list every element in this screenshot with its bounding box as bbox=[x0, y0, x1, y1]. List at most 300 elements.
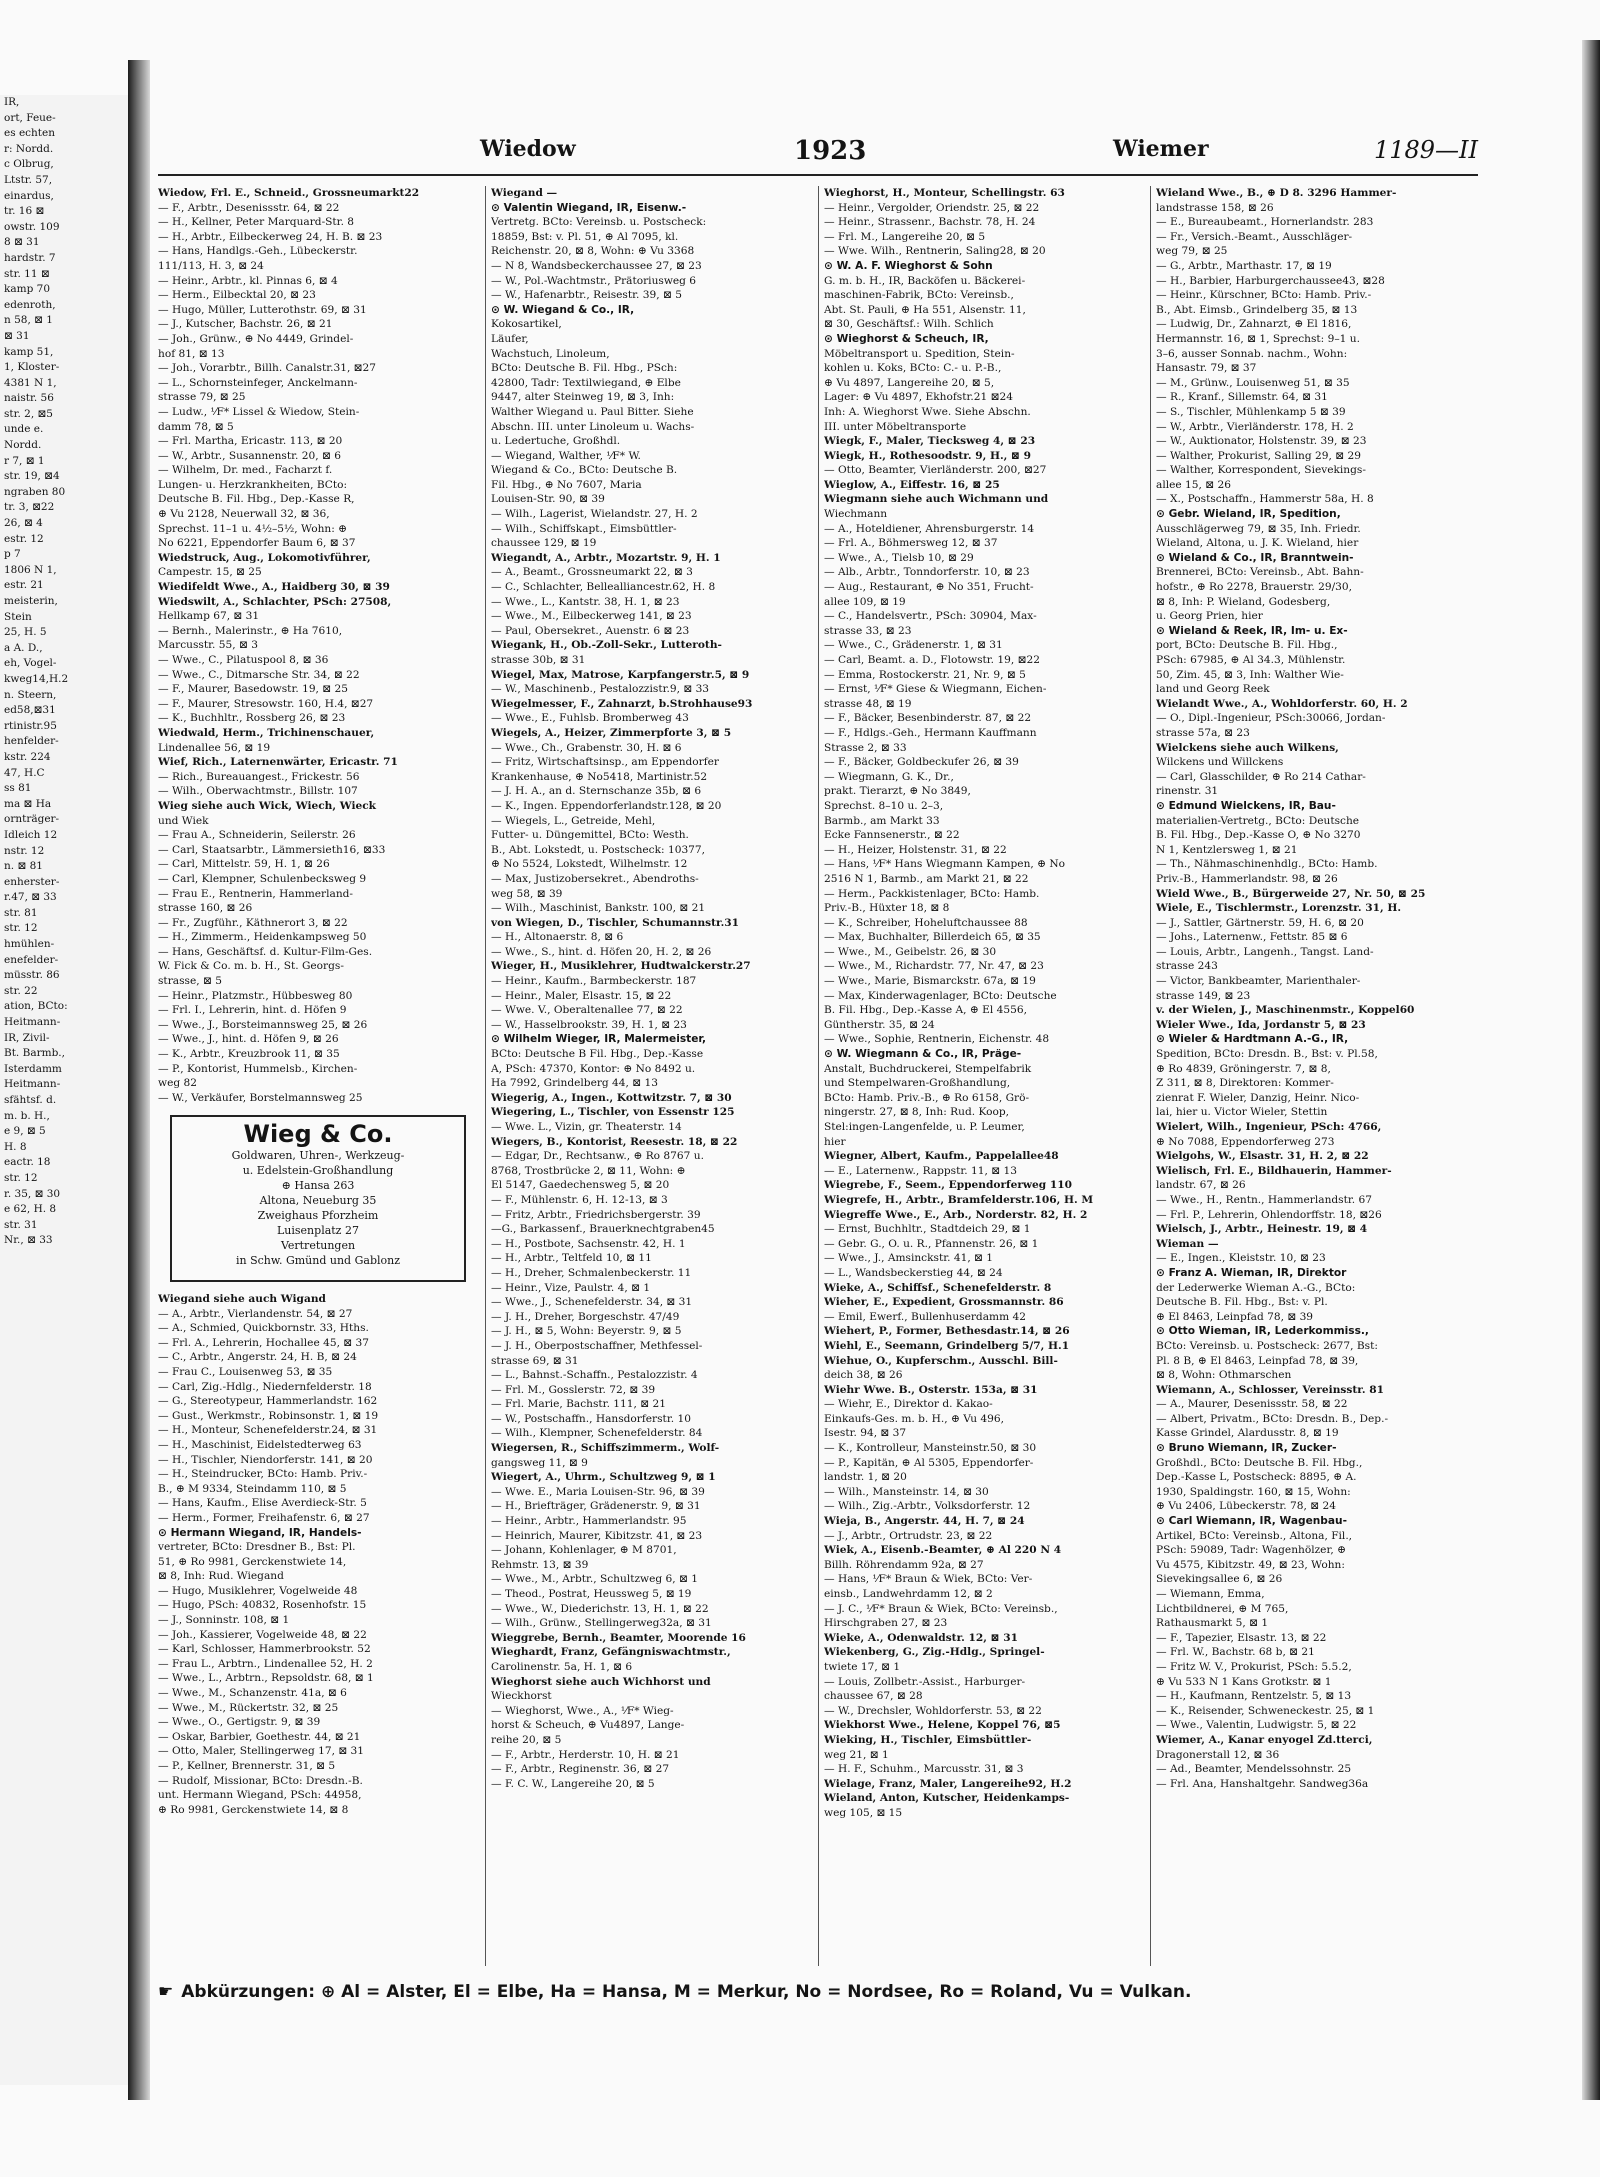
previous-page-fragment: ⊠ 31 bbox=[4, 329, 30, 342]
directory-entry-line: — Herm., Former, Freihafenstr. 6, ⊠ 27 bbox=[158, 1511, 370, 1524]
directory-entry-line: prakt. Tierarzt, ⊕ No 3849, bbox=[824, 785, 971, 798]
directory-entry-line: Walther Wiegand u. Paul Bitter. Siehe bbox=[491, 405, 694, 418]
directory-entry-line: hof 81, ⊠ 13 bbox=[158, 347, 225, 360]
directory-entry-line: — Otto, Beamter, Vierländerstr. 200, ⊠27 bbox=[824, 464, 1047, 477]
running-head-first-entry: Wiedow bbox=[480, 136, 576, 162]
directory-entry-line: A, PSch: 47370, Kontor: ⊕ No 8492 u. bbox=[491, 1062, 696, 1075]
previous-page-fragment: Heitmann- bbox=[4, 1016, 61, 1029]
directory-entry-line: Sprechst. 11–1 u. 4½–5½, Wohn: ⊕ bbox=[158, 522, 348, 535]
directory-entry-line: — Frl. M., Gosslerstr. 72, ⊠ 39 bbox=[491, 1383, 656, 1396]
directory-entry-line: — Wwe., W., Diederichstr. 13, H. 1, ⊠ 22 bbox=[491, 1602, 709, 1615]
directory-entry-line: — F., Maurer, Stresowstr. 160, H.4, ⊠27 bbox=[158, 697, 374, 710]
directory-entry-line: Wiegk, F., Maler, Tiecksweg 4, ⊠ 23 bbox=[824, 435, 1036, 448]
directory-entry-line: Wielckens siehe auch Wilkens, bbox=[1156, 741, 1339, 754]
directory-entry-line: maschinen-Fabrik, BCto: Vereinsb., bbox=[824, 289, 1014, 302]
directory-entry-line: — W., Postschaffn., Hansdorferstr. 10 bbox=[491, 1412, 691, 1425]
directory-entry-line: Ausschlägerweg 79, ⊠ 35, Inh. Friedr. bbox=[1156, 522, 1361, 535]
column-divider bbox=[818, 186, 819, 1966]
directory-entry-line: — N 8, Wandsbeckerchaussee 27, ⊠ 23 bbox=[491, 259, 702, 272]
directory-entry-line: — J., Sonninstr. 108, ⊠ 1 bbox=[158, 1614, 290, 1627]
directory-entry-line: Wieking, H., Tischler, Eimsbüttler- bbox=[824, 1733, 1032, 1746]
previous-page-fragment: kweg14,H.2 bbox=[4, 672, 69, 685]
directory-entry-line: strasse 30b, ⊠ 31 bbox=[491, 654, 586, 666]
directory-entry-line: Wachstuch, Linoleum, bbox=[491, 347, 610, 360]
directory-entry-line: — Frau A., Schneiderin, Seilerstr. 26 bbox=[158, 829, 356, 842]
advertisement-line: Vertretungen bbox=[280, 1239, 356, 1252]
directory-entry-line: — F., Arbtr., Herderstr. 10, H. ⊠ 21 bbox=[491, 1748, 680, 1761]
directory-entry-line: landstr. 67, ⊠ 26 bbox=[1156, 1179, 1246, 1192]
directory-entry-line: ⊙ Wieghorst & Scheuch, IR, bbox=[824, 332, 989, 345]
directory-entry-line: — Carl, Zig.-Hdlg., Niedernfelderstr. 18 bbox=[158, 1380, 372, 1393]
directory-entry-line: Vertretg. BCto: Vereinsb. u. Postscheck: bbox=[491, 216, 707, 229]
directory-entry-line: — Wilh., Zig.-Arbtr., Volksdorferstr. 12 bbox=[824, 1500, 1031, 1513]
directory-entry-line: 3–6, ausser Sonnab. nachm., Wohn: bbox=[1156, 347, 1348, 360]
directory-entry-line: ⊙ Franz A. Wieman, IR, Direktor bbox=[1156, 1266, 1347, 1279]
directory-entry-line: — W., Maschinenb., Pestalozzistr.9, ⊠ 33 bbox=[491, 683, 710, 696]
directory-entry-line: Hellkamp 67, ⊠ 31 bbox=[158, 610, 260, 623]
directory-entry-line: — O., Dipl.-Ingenieur, PSch:30066, Jordan- bbox=[1156, 712, 1386, 725]
directory-entry-line: — Wiegmann, G. K., Dr., bbox=[824, 770, 954, 783]
previous-page-fragment: m. b. H., bbox=[4, 1109, 50, 1122]
directory-entry-line: — Bernh., Malerinstr., ⊕ Ha 7610, bbox=[158, 624, 343, 637]
directory-entry-line: N 1, Kentzlersweg 1, ⊠ 21 bbox=[1156, 843, 1298, 856]
previous-page-fragment: kamp 70 bbox=[4, 283, 50, 296]
directory-entry-line: kohlen u. Koks, BCto: C.- u. P.-B., bbox=[824, 362, 1002, 375]
directory-entry-line: allee 15, ⊠ 26 bbox=[1156, 478, 1231, 491]
directory-entry-line: — Walther, Korrespondent, Sievekings- bbox=[1156, 464, 1366, 477]
directory-entry-line: BCto: Vereinsb. u. Postscheck: 2677, Bst: bbox=[1156, 1339, 1378, 1352]
directory-entry-line: — Wwe., A., Tielsb 10, ⊠ 29 bbox=[824, 551, 974, 564]
directory-entry-line: Wieman — bbox=[1156, 1237, 1219, 1250]
directory-entry-line: — Rudolf, Missionar, BCto: Dresdn.-B. bbox=[158, 1774, 363, 1787]
directory-entry-line: Wielisch, Frl. E., Bildhauerin, Hammer- bbox=[1156, 1164, 1392, 1177]
directory-entry-line: BCto: Hamb. Priv.-B., ⊕ Ro 6158, Grö- bbox=[824, 1091, 1030, 1104]
directory-entry-line: Wiegelmesser, F., Zahnarzt, b.Strohhause93 bbox=[491, 697, 753, 710]
previous-page-fragment: meisterin, bbox=[4, 595, 58, 607]
directory-entry-line: B., Abt. Eimsb., Grindelberg 35, ⊠ 13 bbox=[1156, 303, 1358, 316]
directory-entry-line: Kokosartikel, bbox=[491, 318, 562, 331]
directory-entry-line: — H., Briefträger, Grädenerstr. 9, ⊠ 31 bbox=[491, 1500, 701, 1513]
previous-page-edge bbox=[0, 95, 131, 2085]
previous-page-fragment: naistr. 56 bbox=[4, 392, 54, 405]
directory-entry-line: — W., Arbtr., Vierländerstr. 178, H. 2 bbox=[1156, 420, 1354, 433]
directory-entry-line: Wield Wwe., B., Bürgerweide 27, Nr. 50, ⊠ 25 bbox=[1156, 887, 1426, 900]
previous-page-fragment: IR, bbox=[4, 96, 20, 108]
previous-page-fragment: Bt. Barmb., bbox=[4, 1047, 65, 1060]
directory-entry-line: — Wwe., L., Kantstr. 38, H. 1, ⊠ 23 bbox=[491, 595, 680, 608]
directory-entry-line: Wiegrefe, H., Arbtr., Bramfelderstr.106, H. M bbox=[824, 1193, 1094, 1206]
directory-entry-line: — Johs., Laternenw., Fettstr. 85 ⊠ 6 bbox=[1156, 931, 1348, 944]
page-number: 1189—II bbox=[1373, 136, 1478, 164]
directory-entry-line: Wieland, Altona, u. J. K. Wieland, hier bbox=[1156, 537, 1359, 550]
previous-page-fragment: str. 11 ⊠ bbox=[4, 267, 50, 280]
directory-entry-line: — Paul, Obersekret., Auenstr. 6 ⊠ 23 bbox=[491, 624, 690, 637]
directory-entry-line: — Heinr., Strassenr., Bachstr. 78, H. 24 bbox=[824, 216, 1036, 229]
directory-entry-line: strasse, ⊠ 5 bbox=[158, 975, 222, 988]
directory-entry-line: — E., Bureaubeamt., Hornerlandstr. 283 bbox=[1156, 216, 1374, 229]
previous-page-fragment: n. ⊠ 81 bbox=[4, 860, 43, 873]
directory-entry-line: Dragonerstall 12, ⊠ 36 bbox=[1156, 1748, 1280, 1761]
directory-entry-line: strasse 160, ⊠ 26 bbox=[158, 902, 253, 915]
directory-entry-line: — Frl. Ana, Hanshaltgehr. Sandweg36a bbox=[1156, 1777, 1369, 1790]
previous-page-fragment: eactr. 18 bbox=[4, 1156, 51, 1169]
previous-page-fragment: estr. 12 bbox=[4, 532, 44, 545]
directory-entry-line: — H., Dreher, Schmalenbeckerstr. 11 bbox=[491, 1266, 692, 1279]
directory-entry-line: Wiegels, A., Heizer, Zimmerpforte 3, ⊠ 5 bbox=[491, 726, 732, 739]
directory-entry-line: Futter- u. Düngemittel, BCto: Westh. bbox=[491, 829, 689, 842]
directory-entry-line: — Wilh., Klempner, Schenefelderstr. 84 bbox=[491, 1427, 703, 1440]
previous-page-fragment: sfähtsf. d. bbox=[4, 1094, 57, 1106]
directory-entry-line: — F., Bäcker, Besenbinderstr. 87, ⊠ 22 bbox=[824, 712, 1032, 725]
directory-entry-line: unt. Hermann Wiegand, PSch: 44958, bbox=[158, 1789, 362, 1802]
previous-page-fragment: str. 12 bbox=[4, 922, 38, 935]
directory-entry-line: Wiedstruck, Aug., Lokomotivführer, bbox=[158, 551, 371, 564]
directory-entry-line: ⊕ Ro 9981, Gerckenstwiete 14, ⊠ 8 bbox=[158, 1803, 349, 1816]
previous-page-fragment: edenroth, bbox=[4, 298, 56, 311]
directory-entry-line: — Wwe., J., Amsinckstr. 41, ⊠ 1 bbox=[824, 1252, 994, 1265]
previous-page-fragment: Stein bbox=[4, 610, 32, 623]
directory-entry-line: Anstalt, Buchdruckerei, Stempelfabrik bbox=[824, 1062, 1032, 1075]
directory-entry-line: — Wwe. L., Vizin, gr. Theaterstr. 14 bbox=[491, 1121, 682, 1133]
directory-entry-line: — Herm., Eilbecktal 20, ⊠ 23 bbox=[158, 289, 316, 302]
directory-entry-line: Wiehue, O., Kupferschm., Ausschl. Bill- bbox=[824, 1354, 1058, 1367]
directory-entry-line: — Wwe., J., Borsteimannsweg 25, ⊠ 26 bbox=[158, 1018, 368, 1031]
directory-entry-line: Wielage, Franz, Maler, Langereihe92, H.2 bbox=[824, 1777, 1072, 1790]
directory-entry-line: Barmb., am Markt 33 bbox=[824, 814, 940, 827]
directory-entry-line: Hansastr. 79, ⊠ 37 bbox=[1156, 362, 1257, 375]
directory-entry-line: 18859, Bst: v. Pl. 51, ⊕ Al 7095, kl. bbox=[491, 230, 679, 243]
directory-entry-line: Dep.-Kasse L, Postscheck: 8895, ⊕ A. bbox=[1156, 1471, 1357, 1484]
directory-entry-line: — Louis, Zollbetr.-Assist., Harburger- bbox=[824, 1675, 1026, 1688]
previous-page-fragment: 26, ⊠ 4 bbox=[4, 517, 43, 530]
previous-page-fragment: str. 22 bbox=[4, 984, 38, 997]
directory-entry-line: Deutsche B. Fil. Hbg., Bst: v. Pl. bbox=[1156, 1296, 1328, 1309]
previous-page-fragment: estr. 21 bbox=[4, 579, 44, 592]
directory-entry-line: ⊙ Gebr. Wieland, IR, Spedition, bbox=[1156, 508, 1341, 521]
directory-entry-line: — Hans, Geschäftsf. d. Kultur-Film-Ges. bbox=[158, 945, 373, 958]
directory-entry-line: gangsweg 11, ⊠ 9 bbox=[491, 1456, 588, 1469]
directory-entry-line: strasse 69, ⊠ 31 bbox=[491, 1354, 579, 1367]
directory-entry-line: ⊙ Edmund Wielckens, IR, Bau- bbox=[1156, 799, 1336, 812]
directory-entry-line: — Wwe., J., Schenefelderstr. 34, ⊠ 31 bbox=[491, 1296, 693, 1309]
directory-entry-line: — F., Arbtr., Desenissstr. 64, ⊠ 22 bbox=[158, 201, 340, 214]
previous-page-fragment: owstr. 109 bbox=[4, 220, 60, 233]
advertisement-line: Luisenplatz 27 bbox=[277, 1224, 359, 1237]
directory-entry-line: — Frau E., Rentnerin, Hammerland- bbox=[158, 887, 354, 900]
previous-page-fragment: ornträger- bbox=[4, 813, 60, 826]
directory-entry-line: 51, ⊕ Ro 9981, Gerckenstwiete 14, bbox=[158, 1555, 347, 1568]
directory-entry-line: strasse 57a, ⊠ 23 bbox=[1156, 726, 1250, 739]
directory-entry-line: — J. C., ⅟F* Braun & Wiek, BCto: Vereinsb., bbox=[824, 1602, 1058, 1615]
directory-entry-line: Z 311, ⊠ 8, Direktoren: Kommer- bbox=[1156, 1077, 1334, 1090]
directory-entry-line: — Walther, Prokurist, Salling 29, ⊠ 29 bbox=[1156, 449, 1361, 462]
directory-columns bbox=[158, 186, 1478, 1966]
directory-entry-line: — Gebr. G., O. u. R., Pfannenstr. 26, ⊠ 1 bbox=[824, 1237, 1039, 1250]
directory-entry-line: — Fritz W. V., Prokurist, PSch: 5.5.2, bbox=[1156, 1660, 1352, 1673]
directory-entry-line: v. der Wielen, J., Maschinenmstr., Koppel60 bbox=[1156, 1004, 1415, 1017]
directory-entry-line: rinenstr. 31 bbox=[1156, 785, 1219, 798]
directory-entry-line: — Wiegels, L., Getreide, Mehl, bbox=[491, 814, 656, 827]
directory-entry-line: Wiedwald, Herm., Trichinenschauer, bbox=[158, 726, 375, 739]
directory-entry-line: — Frl. P., Lehrerin, Ohlendorffstr. 18, ⊠26 bbox=[1156, 1208, 1382, 1221]
directory-entry-line: Wiek, A., Eisenb.-Beamter, ⊕ Al 220 N 4 bbox=[824, 1544, 1062, 1557]
directory-entry-line: ⊕ No 5524, Lokstedt, Wilhelmstr. 12 bbox=[491, 858, 688, 871]
directory-entry-line: u. Georg Prien, hier bbox=[1156, 610, 1263, 623]
directory-entry-line: — Johann, Kohlenlager, ⊕ M 8701, bbox=[491, 1544, 677, 1557]
directory-entry-line: materialien-Vertretg., BCto: Deutsche bbox=[1156, 814, 1360, 827]
previous-page-fragment: 1806 N 1, bbox=[4, 563, 57, 576]
previous-page-fragment: H. 8 bbox=[4, 1140, 27, 1153]
directory-entry-line: Carolinenstr. 5a, H. 1, ⊠ 6 bbox=[491, 1660, 633, 1673]
directory-entry-line: — H., Kaufmann, Rentzelstr. 5, ⊠ 13 bbox=[1156, 1690, 1352, 1703]
directory-entry-line: weg 105, ⊠ 15 bbox=[824, 1806, 903, 1819]
directory-entry-line: — F. C. W., Langereihe 20, ⊠ 5 bbox=[491, 1777, 655, 1790]
directory-entry-line: Spedition, BCto: Dresdn. B., Bst: v. Pl.58, bbox=[1156, 1048, 1378, 1061]
directory-entry-line: — Hans, ⅟F* Braun & Wiek, BCto: Ver- bbox=[824, 1573, 1033, 1586]
directory-entry-line: — Max, Buchhalter, Billerdeich 65, ⊠ 35 bbox=[824, 931, 1041, 944]
directory-entry-line: — Frau C., Louisenweg 53, ⊠ 35 bbox=[158, 1365, 333, 1378]
directory-entry-line: Wiechmann bbox=[824, 508, 888, 521]
directory-entry-line: — H., Postbote, Sachsenstr. 42, H. 1 bbox=[491, 1237, 686, 1250]
directory-entry-line: — K., Kontrolleur, Mansteinstr.50, ⊠ 30 bbox=[824, 1442, 1037, 1455]
directory-entry-line: — Wwe., Marie, Bismarckstr. 67a, ⊠ 19 bbox=[824, 975, 1036, 988]
directory-entry-line: — Wwe., C., Grädenerstr. 1, ⊠ 31 bbox=[824, 639, 1003, 652]
directory-entry-line: — J., Kutscher, Bachstr. 26, ⊠ 21 bbox=[158, 318, 333, 331]
running-head-year: 1923 bbox=[794, 136, 867, 166]
directory-entry-line: — Hugo, Müller, Lutterothstr. 69, ⊠ 31 bbox=[158, 303, 367, 316]
directory-entry-line: ⊙ W. Wiegmann & Co., IR, Präge- bbox=[824, 1048, 1022, 1061]
directory-entry-line: strasse 79, ⊠ 25 bbox=[158, 391, 246, 404]
header-rule bbox=[158, 174, 1478, 176]
directory-entry-line: — Wilh., Lagerist, Wielandstr. 27, H. 2 bbox=[491, 508, 698, 521]
previous-page-fragment: einardus, bbox=[4, 189, 54, 202]
running-head-last-entry: Wiemer bbox=[1113, 136, 1209, 162]
directory-entry-line: — Frl. A., Lehrerin, Hochallee 45, ⊠ 37 bbox=[158, 1336, 370, 1349]
previous-page-fragment: r. 35, ⊠ 30 bbox=[4, 1187, 61, 1200]
previous-page-fragment: ed58,⊠31 bbox=[4, 704, 56, 717]
directory-entry-line: damm 78, ⊠ 5 bbox=[158, 420, 234, 433]
directory-entry-line: twiete 17, ⊠ 1 bbox=[824, 1660, 901, 1673]
directory-entry-line: Wieger, H., Musiklehrer, Hudtwalckerstr.27 bbox=[491, 960, 751, 973]
directory-entry-line: — Hugo, PSch: 40832, Rosenhofstr. 15 bbox=[158, 1599, 367, 1612]
directory-entry-line: Ha 7992, Grindelberg 44, ⊠ 13 bbox=[491, 1077, 658, 1090]
directory-entry-line: Wieckhorst bbox=[491, 1690, 552, 1703]
directory-entry-line: Wiegersen, R., Schiffszimmerm., Wolf- bbox=[491, 1442, 720, 1455]
directory-entry-line: — Max, Kinderwagenlager, BCto: Deutsche bbox=[824, 989, 1057, 1002]
previous-page-fragment: 47, H.C bbox=[4, 766, 45, 779]
directory-entry-line: Wiegand siehe auch Wigand bbox=[158, 1293, 326, 1305]
directory-entry-line: — Hans, Handlgs.-Geh., Lübeckerstr. bbox=[158, 245, 358, 258]
directory-entry-line: hier bbox=[824, 1135, 846, 1148]
directory-entry-line: Lager: ⊕ Vu 4897, Ekhofstr.21 ⊠24 bbox=[824, 391, 1013, 404]
directory-entry-line: — Wwe., S., hint. d. Höfen 20, H. 2, ⊠ 26 bbox=[491, 945, 712, 958]
directory-entry-line: — H., Altonaerstr. 8, ⊠ 6 bbox=[491, 931, 624, 944]
directory-entry-line: strasse 243 bbox=[1156, 960, 1218, 973]
directory-entry-line: Wiegert, A., Uhrm., Schultzweg 9, ⊠ 1 bbox=[491, 1471, 716, 1484]
directory-entry-line: — Wilh., Grünw., Stellingerweg32a, ⊠ 31 bbox=[491, 1617, 712, 1630]
directory-entry-line: — F., Hdlgs.-Geh., Hermann Kauffmann bbox=[824, 726, 1037, 739]
directory-entry-line: und Stempelwaren-Großhandlung, bbox=[824, 1077, 1011, 1090]
directory-entry-line: Wiekhorst Wwe., Helene, Koppel 76, ⊠5 bbox=[824, 1719, 1061, 1732]
directory-entry-line: — C., Arbtr., Angerstr. 24, H. B, ⊠ 24 bbox=[158, 1351, 357, 1364]
column-1 bbox=[158, 186, 480, 1966]
directory-entry-line: — A., Arbtr., Vierlandenstr. 54, ⊠ 27 bbox=[158, 1307, 353, 1320]
previous-page-fragment: nstr. 12 bbox=[4, 844, 45, 857]
directory-entry-line: Großhdl., BCto: Deutsche B. Fil. Hbg., bbox=[1156, 1456, 1363, 1469]
previous-page-fragment: hmühlen- bbox=[4, 938, 55, 951]
directory-entry-line: — J. H., Dreher, Borgeschstr. 47/49 bbox=[491, 1310, 680, 1323]
directory-entry-line: ⊙ W. A. F. Wieghorst & Sohn bbox=[824, 259, 993, 272]
previous-page-fragment: 8 ⊠ 31 bbox=[4, 236, 40, 249]
directory-entry-line: — Ernst, Buchhltr., Stadtdeich 29, ⊠ 1 bbox=[824, 1223, 1031, 1236]
directory-entry-line: — L., Wandsbeckerstieg 44, ⊠ 24 bbox=[824, 1266, 1003, 1279]
directory-entry-line: Hirschgraben 27, ⊠ 23 bbox=[824, 1617, 948, 1630]
directory-entry-line: — Wwe., M., Rückertstr. 32, ⊠ 25 bbox=[158, 1701, 339, 1714]
directory-entry-line: land und Georg Reek bbox=[1156, 683, 1270, 696]
previous-page-fragment: tr. 3, ⊠22 bbox=[4, 501, 55, 514]
directory-entry-line: — Wwe. E., Maria Louisen-Str. 96, ⊠ 39 bbox=[491, 1485, 705, 1498]
directory-entry-line: ⊙ Bruno Wiemann, IR, Zucker- bbox=[1156, 1442, 1337, 1455]
directory-entry-line: — W., Hafenarbtr., Reisestr. 39, ⊠ 5 bbox=[491, 289, 682, 302]
directory-entry-line: — Max, Justizobersekret., Abendroths- bbox=[491, 872, 699, 885]
directory-entry-line: — Wwe., M., Richardstr. 77, Nr. 47, ⊠ 23 bbox=[824, 960, 1044, 973]
directory-entry-line: — Wwe., E., Fuhlsb. Bromberweg 43 bbox=[491, 712, 689, 725]
directory-entry-line: — Karl, Schlosser, Hammerbrookstr. 52 bbox=[158, 1643, 371, 1656]
directory-entry-line: Wiehert, P., Former, Bethesdastr.14, ⊠ 26 bbox=[824, 1325, 1070, 1338]
directory-entry-line: — K., Schreiber, Hoheluftchaussee 88 bbox=[824, 916, 1028, 929]
directory-entry-line: — H., Monteur, Schenefelderstr.24, ⊠ 31 bbox=[158, 1424, 378, 1437]
directory-entry-line: — F., Maurer, Basedowstr. 19, ⊠ 25 bbox=[158, 683, 349, 696]
advertisement-title: Wieg & Co. bbox=[243, 1120, 393, 1149]
directory-entry-line: Wilckens und Willckens bbox=[1156, 756, 1284, 769]
directory-entry-line: Sievekingsallee 6, ⊠ 26 bbox=[1156, 1573, 1283, 1586]
directory-entry-line: — Rich., Bureauangest., Frickestr. 56 bbox=[158, 770, 360, 783]
directory-entry-line: reihe 20, ⊠ 5 bbox=[491, 1733, 562, 1746]
directory-entry-line: — H., Maschinist, Eidelstedterweg 63 bbox=[158, 1438, 362, 1451]
directory-entry-line: — Wwe., Sophie, Rentnerin, Eichenstr. 48 bbox=[824, 1033, 1050, 1046]
directory-entry-line: ⊕ El 8463, Leinpfad 78, ⊠ 39 bbox=[1156, 1310, 1314, 1323]
directory-entry-line: Deutsche B. Fil. Hbg., Dep.-Kasse R, bbox=[158, 493, 355, 506]
directory-entry-line: Lindenallee 56, ⊠ 19 bbox=[158, 741, 271, 754]
pointing-hand-icon: ☛ bbox=[158, 1982, 174, 2002]
advertisement-line: u. Edelstein-Großhandlung bbox=[242, 1164, 394, 1177]
previous-page-fragment: henfelder- bbox=[4, 735, 59, 748]
directory-entry-line: — Wiemann, Emma, bbox=[1156, 1588, 1265, 1600]
directory-entry-line: — W., Pol.-Wachtmstr., Prätoriusweg 6 bbox=[491, 274, 697, 287]
directory-entry-line: — Frl. M., Langereihe 20, ⊠ 5 bbox=[824, 230, 986, 243]
directory-entry-line: Sprechst. 8–10 u. 2–3, bbox=[824, 799, 944, 812]
directory-entry-line: — P., Kapitän, ⊕ Al 5305, Eppendorfer- bbox=[824, 1456, 1034, 1469]
directory-entry-line: — Wwe., M., Eilbeckerweg 141, ⊠ 23 bbox=[491, 610, 692, 623]
previous-page-fragment: tr. 16 ⊠ bbox=[4, 205, 45, 218]
directory-entry-line: — Edgar, Dr., Rechtsanw., ⊕ Ro 8767 u. bbox=[491, 1150, 704, 1163]
directory-entry-line: —G., Barkassenf., Brauerknechtgraben45 bbox=[491, 1223, 715, 1236]
directory-entry-line: — Otto, Maler, Stellingerweg 17, ⊠ 31 bbox=[158, 1745, 365, 1758]
directory-entry-line: — Carl, Mittelstr. 59, H. 1, ⊠ 26 bbox=[158, 858, 330, 871]
directory-entry-line: — Joh., Vorarbtr., Billh. Canalstr.31, ⊠27 bbox=[158, 362, 377, 375]
directory-entry-line: Wiegreffe Wwe., E., Arb., Norderstr. 82, H. 2 bbox=[824, 1208, 1088, 1221]
directory-entry-line: Wiegmann siehe auch Wichmann und bbox=[824, 493, 1049, 506]
directory-entry-line: Pl. 8 B, ⊕ El 8463, Leinpfad 78, ⊠ 39, bbox=[1156, 1354, 1359, 1367]
directory-entry-line: — Carl, Glasschilder, ⊕ Ro 214 Cathar- bbox=[1156, 770, 1366, 783]
previous-page-fragment: Isterdamm bbox=[4, 1062, 62, 1075]
directory-entry-line: — G., Arbtr., Marthastr. 17, ⊠ 19 bbox=[1156, 259, 1332, 272]
directory-entry-line: — Fritz, Wirtschaftsinsp., am Eppendorfer bbox=[491, 756, 719, 769]
abbreviations-footer bbox=[158, 1982, 1478, 2010]
directory-entry-line: ⊙ Wieland & Co., IR, Branntwein- bbox=[1156, 551, 1354, 564]
directory-entry-line: — Wilh., Schiffskapt., Eimsbüttler- bbox=[491, 522, 677, 535]
column-divider bbox=[1150, 186, 1151, 1966]
directory-entry-line: Wiegering, L., Tischler, von Essenstr 125 bbox=[491, 1106, 735, 1119]
directory-entry-line: — Heinr., Arbtr., kl. Pinnas 6, ⊠ 4 bbox=[158, 274, 338, 287]
previous-page-fragment: ss 81 bbox=[4, 782, 32, 795]
directory-entry-line: Wielert, Wilh., Ingenieur, PSch: 4766, bbox=[1156, 1121, 1382, 1133]
previous-page-fragment: ma ⊠ Ha bbox=[4, 797, 52, 810]
previous-page-fragment: ort, Feue- bbox=[4, 111, 56, 124]
directory-entry-line: — Carl, Staatsarbtr., Lämmersieth16, ⊠33 bbox=[158, 843, 386, 856]
directory-entry-line: — Carl, Beamt. a. D., Flotowstr. 19, ⊠22 bbox=[824, 654, 1040, 666]
directory-entry-line: BCto: Deutsche B Fil. Hbg., Dep.-Kasse bbox=[491, 1048, 704, 1061]
directory-entry-line: — Theod., Postrat, Heussweg 5, ⊠ 19 bbox=[491, 1588, 692, 1600]
directory-entry-line: ⊙ Wilhelm Wieger, IR, Malermeister, bbox=[491, 1033, 707, 1046]
previous-page-fragment: 1, Kloster- bbox=[4, 361, 60, 374]
directory-entry-line: Wiegner, Albert, Kaufm., Pappelallee48 bbox=[824, 1150, 1059, 1163]
previous-page-fragment: 25, H. 5 bbox=[4, 626, 47, 639]
column-2 bbox=[491, 186, 813, 1966]
directory-entry-line: — W., Verkäufer, Borstelmannsweg 25 bbox=[158, 1091, 363, 1104]
directory-entry-line: — Ernst, ⅟F* Giese & Wiegmann, Eichen- bbox=[824, 683, 1047, 696]
previous-page-fragment: str. 2, ⊠5 bbox=[4, 407, 53, 420]
previous-page-fragment: IR, Zivil- bbox=[4, 1031, 50, 1044]
directory-entry-line: — Heinr., Kaufm., Barmbeckerstr. 187 bbox=[491, 975, 697, 988]
directory-entry-line: — Wilh., Mansteinstr. 14, ⊠ 30 bbox=[824, 1485, 989, 1498]
previous-page-fragment: str. 31 bbox=[4, 1218, 38, 1231]
previous-page-fragment: str. 19, ⊠4 bbox=[4, 470, 60, 483]
directory-entry-line: — F., Bäcker, Goldbeckufer 26, ⊠ 39 bbox=[824, 756, 1019, 769]
previous-page-fragment: 4381 N 1, bbox=[4, 376, 57, 389]
advertisement-line: Goldwaren, Uhren-, Werkzeug- bbox=[231, 1149, 405, 1162]
directory-entry-line: — F., Mühlenstr. 6, H. 12-13, ⊠ 3 bbox=[491, 1193, 668, 1206]
directory-entry-line: Wieland Wwe., B., ⊕ D 8. 3296 Hammer- bbox=[1156, 187, 1397, 199]
previous-page-fragment: unde e. bbox=[4, 423, 44, 436]
directory-entry-line: — H., Kellner, Peter Marquard-Str. 8 bbox=[158, 216, 355, 229]
directory-entry-line: Fil. Hbg., ⊕ No 7607, Maria bbox=[491, 478, 642, 491]
directory-entry-line: — J. H. A., an d. Sternschanze 35b, ⊠ 6 bbox=[491, 785, 702, 798]
directory-entry-line: — Heinr., Platzmstr., Hübbesweg 80 bbox=[158, 989, 353, 1002]
book-gutter bbox=[128, 60, 150, 2100]
previous-page-fragment: e 9, ⊠ 5 bbox=[4, 1125, 46, 1138]
directory-entry-line: von Wiegen, D., Tischler, Schumannstr.31 bbox=[491, 916, 740, 929]
directory-entry-line: Rathausmarkt 5, ⊠ 1 bbox=[1156, 1617, 1269, 1630]
directory-entry-line: — Heinr., Arbtr., Hammerlandstr. 95 bbox=[491, 1515, 687, 1528]
directory-entry-line: — K., Reisender, Schweneckestr. 25, ⊠ 1 bbox=[1156, 1704, 1375, 1717]
directory-entry-line: — M., Grünw., Louisenweg 51, ⊠ 35 bbox=[1156, 376, 1350, 389]
directory-entry-line: Wiegand — bbox=[491, 187, 558, 199]
advertisement-line: ⊕ Hansa 263 bbox=[281, 1179, 355, 1192]
directory-entry-line: Wieland, Anton, Kutscher, Heidenkamps- bbox=[824, 1792, 1070, 1805]
directory-entry-line: — Fr., Zugführ., Käthnerort 3, ⊠ 22 bbox=[158, 916, 348, 929]
previous-page-fragment: a A. D., bbox=[4, 641, 43, 654]
directory-entry-line: Ecke Fannsenerstr., ⊠ 22 bbox=[824, 829, 960, 842]
abbreviations-text: Abkürzungen: ⊕ Al = Alster, El = Elbe, Ha = Hansa, M = Merkur, No = Nordsee, Ro = Roland, Vu = Vulkan. bbox=[181, 1982, 1192, 2002]
directory-entry-line: weg 21, ⊠ 1 bbox=[824, 1748, 889, 1761]
directory-entry-line: — A., Maurer, Desenissstr. 58, ⊠ 22 bbox=[1156, 1398, 1348, 1411]
previous-page-fragment: str. 12 bbox=[4, 1171, 38, 1184]
directory-entry-line: 8768, Trostbrücke 2, ⊠ 11, Wohn: ⊕ bbox=[491, 1164, 686, 1177]
directory-entry-line: Wiegel, Max, Matrose, Karpfangerstr.5, ⊠ 9 bbox=[491, 668, 750, 681]
previous-page-fragment: e 62, H. 8 bbox=[4, 1203, 57, 1216]
directory-entry-line: ⊙ Valentin Wiegand, IR, Eisenw.- bbox=[491, 201, 687, 214]
